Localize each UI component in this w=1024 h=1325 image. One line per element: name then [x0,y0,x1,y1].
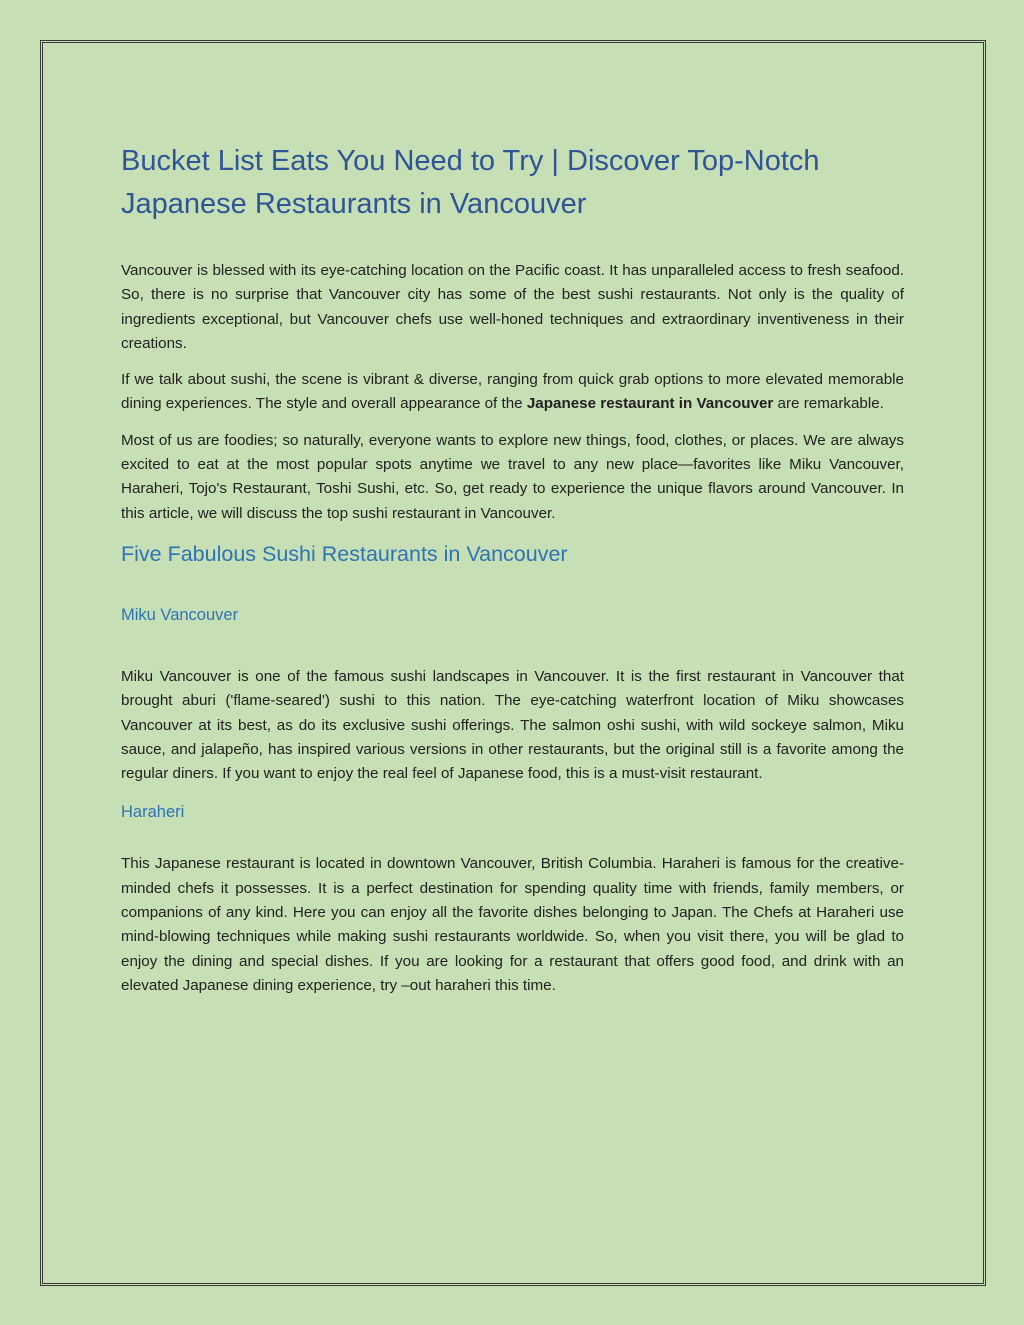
title-line-1: Bucket List Eats You Need to Try | Discover Top-Notch [121,145,820,177]
intro-paragraph: Vancouver is blessed with its eye-catching location on the Pacific coast. It has unparalleled access to fresh seafood. So, there is no surprise that Vancouver city has some of the best sushi restaurants. Not only is the quality of ingredients exceptional, but Vancouver chefs use well-honed techniques and extraordinary inventiveness in their creations. [121,262,904,352]
restaurant-heading: Haraheri [121,803,185,822]
section-heading: Five Fabulous Sushi Restaurants in Vancouver [121,541,568,566]
restaurant-description: Miku Vancouver is one of the famous sushi landscapes in Vancouver. It is the first restaurant in Vancouver that brought aburi ('flame-seared') sushi to this nation. The eye-catching waterfront location of Miku showcases Vancouver at its best, as do its exclusive sushi offerings. The salmon oshi sushi, with wild sockeye salmon, Miku sauce, and jalapeño, has inspired various versions in other restaurants, but the original still is a favorite among the regular diners. If you want to enjoy the real feel of Japanese food, this is a must-visit restaurant. [121,667,904,783]
intro-paragraph: Most of us are foodies; so naturally, everyone wants to explore new things, food, clothes, or places. We are always excited to eat at the most popular spots anytime we travel to any new place—favorites like Miku Vancouver, Haraheri, Tojo's Restaurant, Toshi Sushi, etc. So, get ready to experience the unique flavors around Vancouver. In this article, we will discuss the top sushi restaurant in Vancouver. [121,431,904,522]
intro-paragraph-text: are remarkable. [773,395,884,413]
intro-section [121,259,904,526]
intro-paragraph-text: If we talk about sushi, the scene is vibrant & diverse, ranging from quick grab options to more elevated memorable dining experiences. The style and overall appearance of the [121,371,904,413]
title-line-2: Japanese Restaurants in Vancouver [121,188,587,220]
restaurant-heading: Miku Vancouver [121,605,239,624]
restaurant-description: This Japanese restaurant is located in downtown Vancouver, British Columbia. Haraheri is famous for the creative-minded chefs it possesses. It is a perfect destination for spending quality time with friends, family members, or companions of any kind. Here you can enjoy all the favorite dishes belonging to Japan. The Chefs at Haraheri use mind-blowing techniques while making sushi restaurants worldwide. So, when you visit there, you will be glad to enjoy the dining and special dishes. If you are looking for a restaurant that offers good food, and drink with an elevated Japanese dining experience, try –out haraheri this time. [121,855,904,994]
document-body [121,140,904,1010]
bold-keyword: Japanese restaurant in Vancouver [526,395,774,413]
document-title [121,140,904,226]
intro-paragraph [121,368,904,417]
